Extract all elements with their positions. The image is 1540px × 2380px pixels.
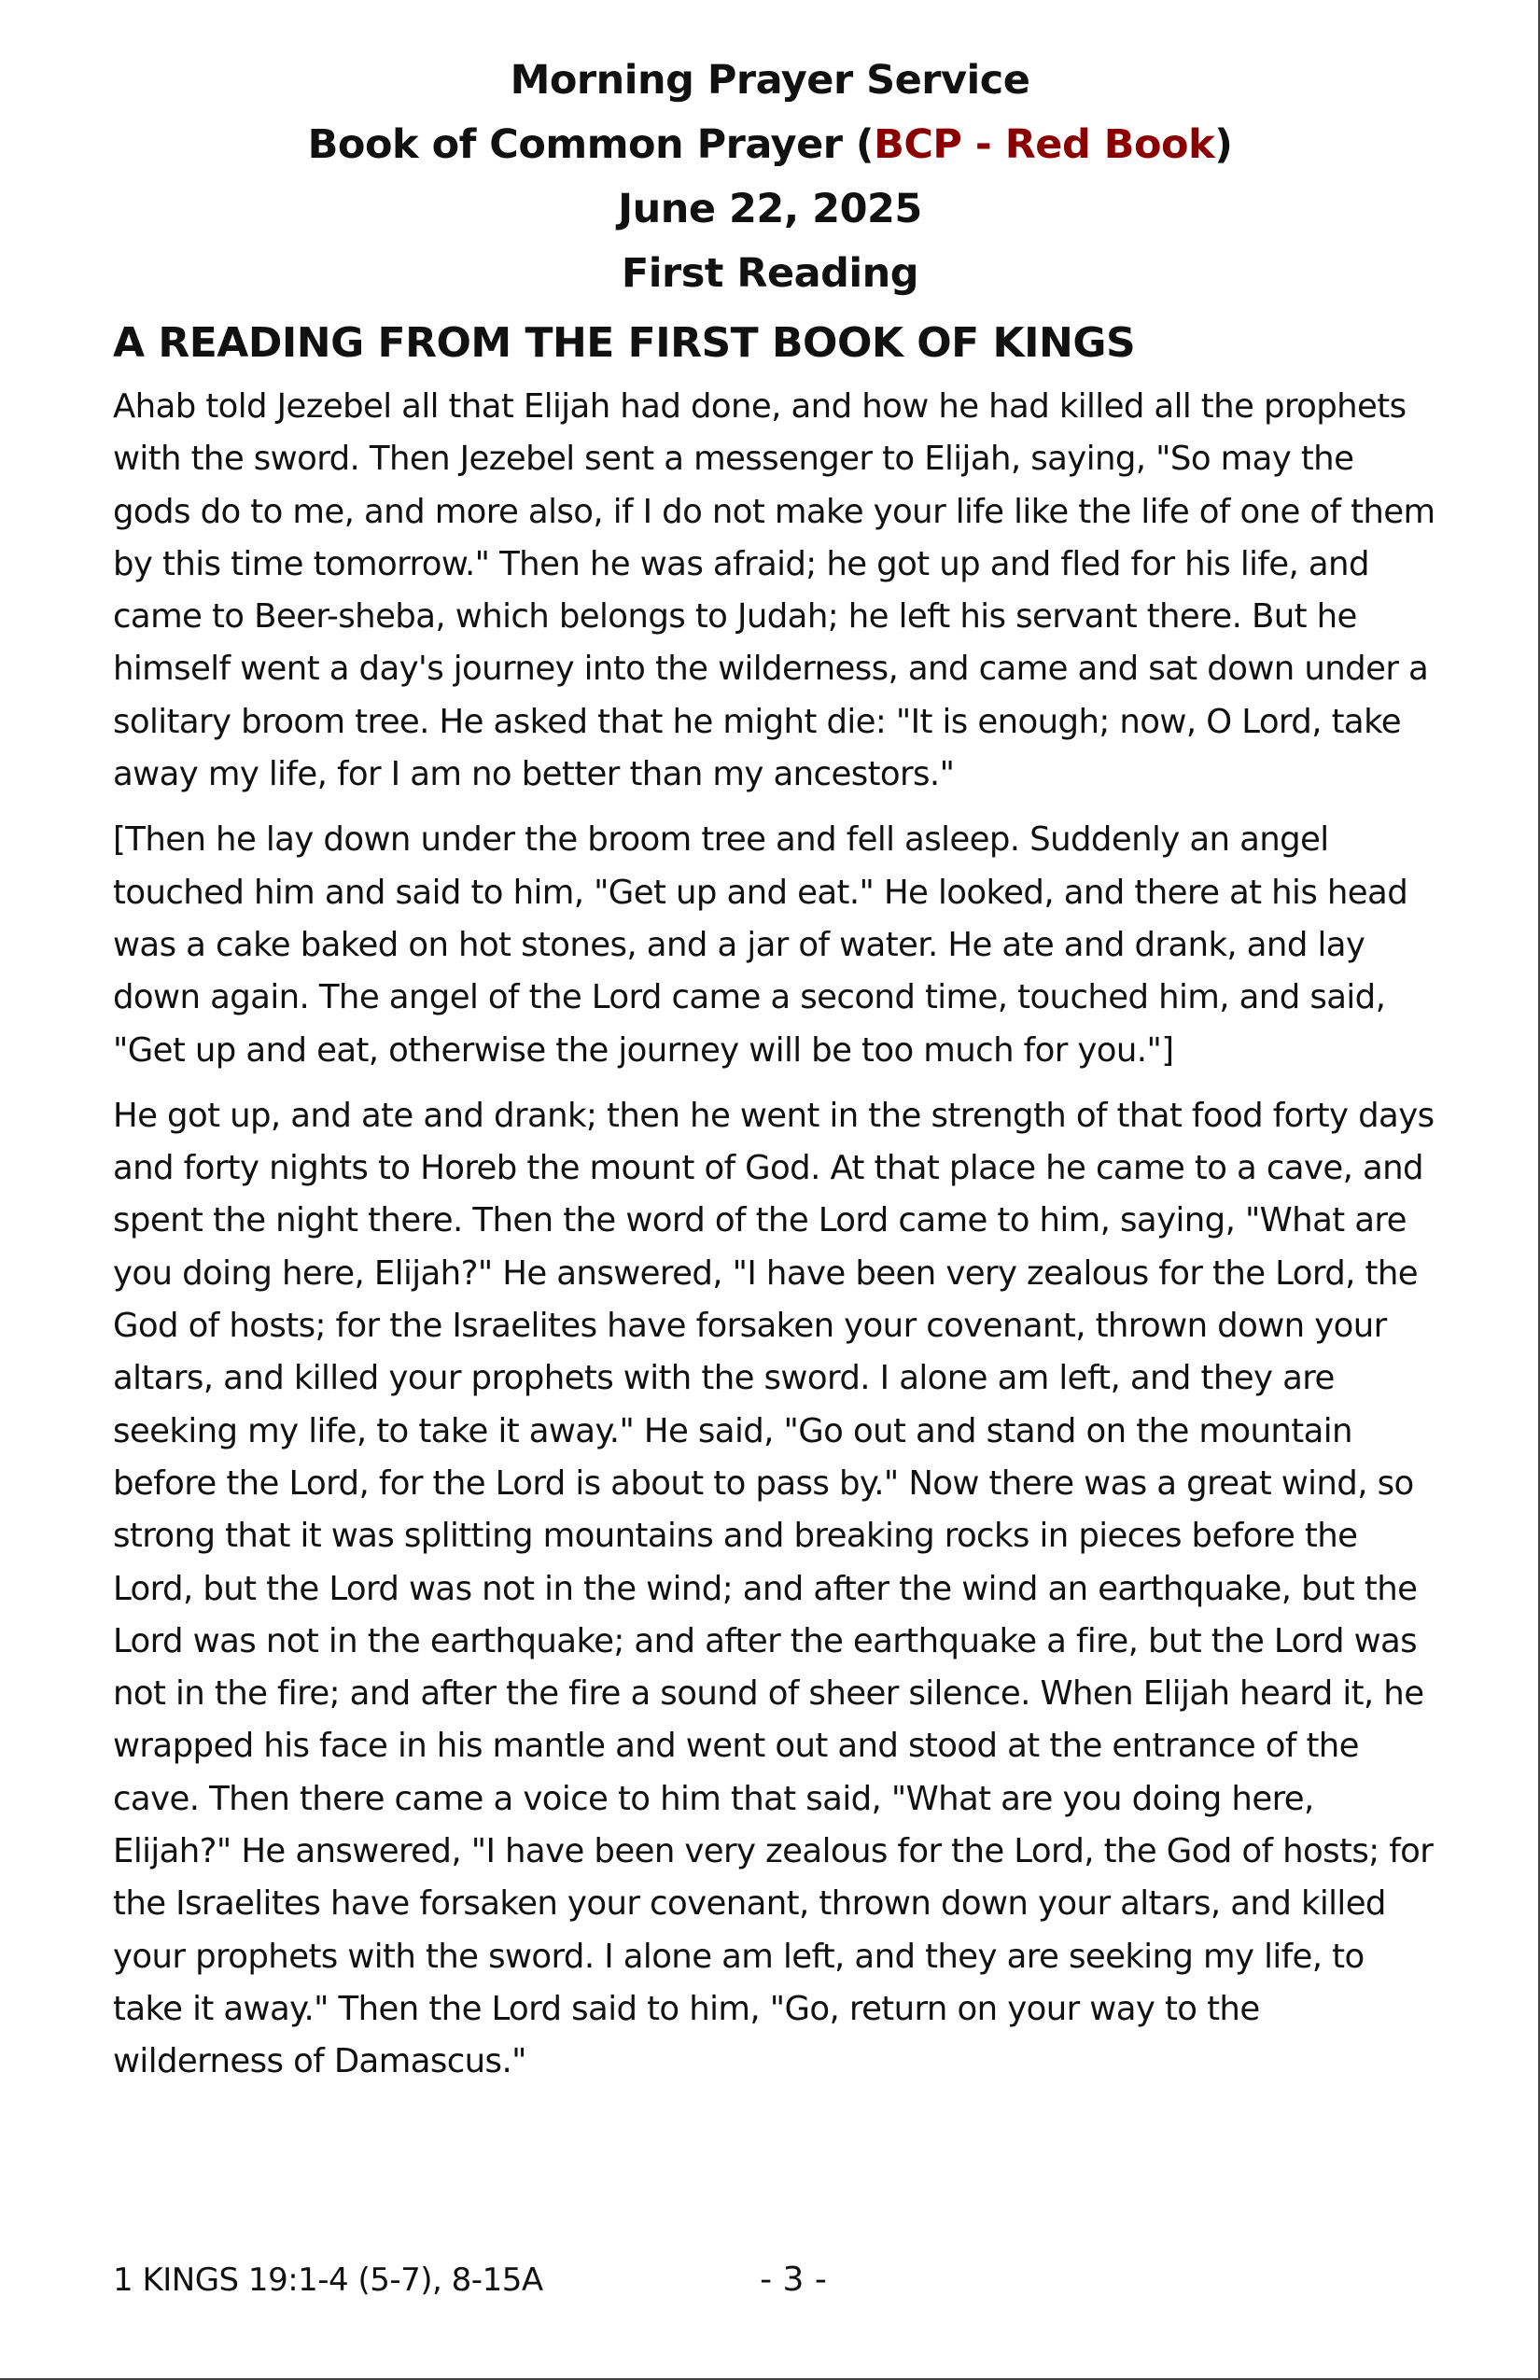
scripture-citation: 1 KINGS 19:1-4 (5-7), 8-15A [113, 2261, 543, 2299]
reading-title: A READING FROM THE FIRST BOOK OF KINGS [113, 319, 1136, 367]
service-date: June 22, 2025 [618, 186, 922, 232]
reading-paragraph-3: He got up, and ate and drank; then he went in the strength of that food forty days and forty nights to Horeb the mount of God. At that place he came to a cave, and spent the night there. Then the word of the Lord came to him, saying, "What are you doing here, Elijah?" He answered, "I have been very zealous for the Lord, the God of hosts; for the Israelites have forsaken your covenant, thrown down your altars, and killed your prophets with the sword. I alone am left, and they are seeking my life, to take it away." He said, "Go out and stand on the mountain before the Lord, for the Lord is about to pass by." Now there was a great wind, so strong that it was splitting mountains and breaking rocks in pieces before the Lord, but the Lord was not in the wind; and after the wind an earthquake, but the Lord was not in the earthquake; and after the earthquake a fire, but the Lord was not in the fire; and after the fire a sound of sheer silence. When Elijah heard it, he wrapped his face in his mantle and went out and stood at the entrance of the cave. Then there came a voice to him that said, "What are you doing here, Elijah?" He answered, "I have been very zealous for the Lord, the God of hosts; for the Israelites have forsaken your covenant, thrown down your altars, and killed your prophets with the sword. I alone am left, and they are seeking my life, to take it away." Then the Lord said to him, "Go, return on your way to the wilderness of Damascus." [113, 1096, 1435, 2081]
reading-paragraph-1: Ahab told Jezebel all that Elijah had done, and how he had killed all the prophets with the sword. Then Jezebel sent a messenger to Elijah, saying, "So may the gods do to me, and more also, if I do not make your life like the life of one of them by this time tomorrow." Then he was afraid; he got up and fled for his life, and came to Beer-sheba, which belongs to Judah; he left his servant there. But he himself went a day's journey into the wilderness, and came and sat down under a solitary broom tree. He asked that he might die: "It is enough; now, O Lord, take away my life, for I am no better than my ancestors." [113, 387, 1435, 794]
section-title: First Reading [621, 250, 919, 297]
document-header [0, 49, 1540, 306]
page-footer [113, 2252, 1438, 2308]
book-title-suffix: ) [1214, 121, 1233, 168]
reading-paragraph-2: [Then he lay down under the broom tree and fell asleep. Suddenly an angel touched him and said to him, "Get up and eat." He looked, and there at his head was a cake baked on hot stones, and a jar of water. He ate and drank, and lay down again. The angel of the Lord came a second time, touched him, and said, "Get up and eat, otherwise the journey will be too much for you."] [113, 820, 1408, 1070]
book-title [0, 113, 1540, 177]
reading-content [113, 315, 1438, 2102]
page-number: - 3 - [760, 2261, 827, 2299]
book-title-prefix: Book of Common Prayer ( [307, 121, 875, 168]
book-title-highlight: BCP - Red Book [874, 121, 1215, 168]
service-title: Morning Prayer Service [510, 57, 1030, 104]
